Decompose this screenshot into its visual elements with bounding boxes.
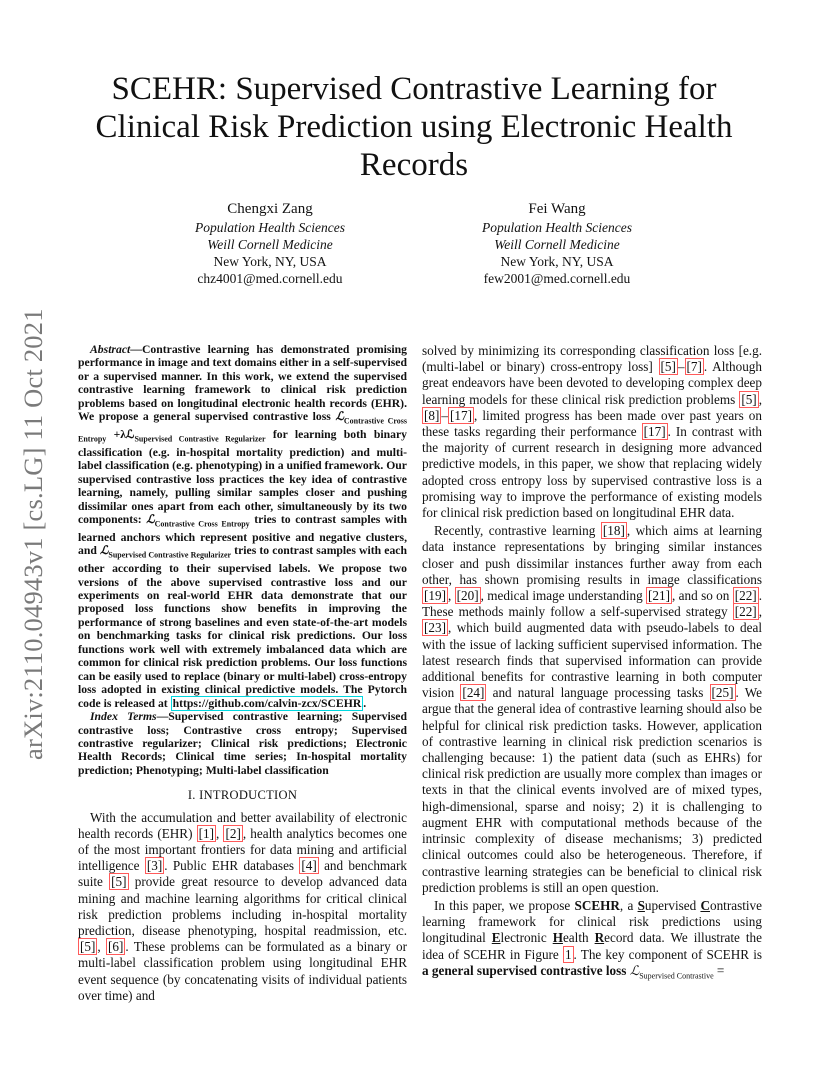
paper-title: SCEHR: Supervised Contrastive Learning for Clinical Risk Prediction using Electronic Health Records [95,71,733,183]
citation-link[interactable]: [3] [146,858,163,874]
citation-link[interactable]: [23] [424,620,446,636]
citation-link[interactable]: [6] [108,939,124,955]
author-institution: Weill Cornell Medicine [207,237,333,252]
citation-link[interactable]: [5] [80,939,96,955]
citation-link[interactable]: [17] [449,407,472,423]
index-terms-label: Index Terms [90,710,157,724]
citation-link[interactable]: [21] [648,588,671,604]
author-email: chz4001@med.cornell.edu [197,271,343,286]
left-column [78,343,407,1004]
citation-link[interactable]: [8] [424,407,440,423]
author-institution: Weill Cornell Medicine [494,237,620,252]
citation-link[interactable]: [20] [456,588,479,604]
author-affiliation: Population Health Sciences [195,220,345,235]
citation-link[interactable]: [25] [711,685,734,701]
index-terms: Index Terms—Supervised contrastive learning; Supervised contrastive loss; Contrastive cross entropy; Supervised contrastive regularizer; Clinical risk predictions; Electronic Health Records; Clinical time series; In-hospital mortality prediction; Phenotyping; Multi-label classification [78,710,407,777]
author-location: New York, NY, USA [213,254,327,269]
intro-paragraph: In this paper, we propose SCEHR, a Supervised Contrastive learning framework for clinical risk predictions using longitudinal Electronic Health Record data. We illustrate the idea of SCEHR in Figure 1 . The key component of SCEHR is a general supervised contrastive loss ℒ$_{Supervised Contrastive}$ = [422,897,762,981]
arxiv-sidebar-stamp [18,290,58,760]
author-location: New York, NY, USA [500,254,614,269]
citation-link[interactable]: [17] [643,424,666,440]
author-affiliation: Population Health Sciences [482,220,632,235]
citation-link[interactable]: [24] [462,685,485,701]
abstract-label: Abstract [90,343,131,356]
method-name: SCEHR [574,897,620,913]
arxiv-identifier: arXiv:2110.04943v1 [cs.LG] 11 Oct 2021 [18,308,48,760]
citation-link[interactable]: [19] [424,588,446,604]
citation-link[interactable]: [22] [734,588,757,604]
citation-link[interactable]: [4] [301,858,317,874]
right-column [422,343,762,985]
citation-link[interactable]: [5] [741,391,757,407]
intro-paragraph: Recently, contrastive learning [18] , which aims at learning data instance representations by bringing similar instances closer and push dissimilar instances further away from each other, has shown promising results in image classifications [19] , [20] , medical image understanding [21] , and so on [22] . These methods mainly follow a self-supervised strategy [22] , [23] , which build augmented data with pseudo-labels to deal with the issue of lacking sufficient supervised information. The latest research finds that supervised information can provide additional benefits for contrastive learning in both computer vision [24] and natural language processing tasks [25] . We argue that the general idea of contrastive learning should also be helpful for clinical risk prediction tasks. However, application of contrastive learning in clinical risk prediction scenarios is challenging because: 1) the patient data (such as EHRs) for clinical risk prediction are usually more complex than images or texts in that the clinical events involved are of mixed types, high-dimensional, sparse and noisy; 2) it is challenging to augment EHR with computational methods because of the intrinsic complexity of disease mechanisms; 3) predicted clinical outcomes could also be heterogeneous. Therefore, if contrastive learning strategies can be beneficial to clinical risk prediction problems is still an open question. [422,523,763,895]
author-name: Chengxi Zang [227,201,313,217]
citation-link[interactable]: [5] [660,359,676,375]
figure-reference-link[interactable]: 1 [564,946,572,962]
author-block-2 [437,200,677,287]
section-heading-introduction: I. INTRODUCTION [187,788,298,803]
citation-link[interactable]: [2] [225,825,241,841]
author-block-1 [150,200,390,287]
abstract: Abstract—Contrastive learning has demonstrated promising performance in image and text domains either in a self-supervised or a supervised manner. In this work, we extend the supervised contrastive learning framework to clinical risk prediction problems based on longitudinal electronic health records (EHR). We propose a general supervised contrastive loss ℒ$_{Contrastive Cross Entropy}$ +λℒ$_{Supervised Contrastive Regularizer}$ for learning both binary classification (e.g. in-hospital mortality prediction) and multi-label classification (e.g. phenotyping) in a unified framework. Our supervised contrastive loss practices the key idea of contrastive learning, namely, pulling similar samples closer and pushing dissimilar ones apart from each other, simultaneously by its two components: ℒ$_{Contrastive Cross Entropy}$ tries to contrast samples with learned anchors which represent positive and negative clusters, and ℒ$_{Supervised Contrastive Regularizer}$ tries to contrast samples with each other according to their supervised labels. We propose two versions of the above supervised contrastive loss and our experiments on real-world EHR data demonstrate that our proposed loss functions show benefits in improving the performance of strong baselines and even state-of-the-art models on benchmarking tasks for clinical risk predictions. Our loss functions work well with extremely imbalanced data which are common for clinical risk prediction problems. Our loss functions can be easily used to replace (binary or multi-label) cross-entropy loss adopted in existing clinical predictive models. The Pytorch code is released at https://github.com/calvin-zcx/SCEHR . [78,343,407,710]
code-url-link[interactable]: https://github.com/calvin-zcx/SCEHR [172,696,362,710]
intro-paragraph: With the accumulation and better availability of electronic health records (EHR) [1] , [2] , health analytics becomes one of the most important frontiers for data mining and artificial intelligence [3] . Public EHR databases [4] and benchmark suite [5] provide great resource to develop advanced data mining and machine learning algorithms for critical clinical risk prediction problems including in-hospital mortality prediction, disease phenotyping, hospital readmission, etc. [5] , [6] . These problems can be formulated as a binary or multi-label classification problem using longitudinal EHR event sequence (by concatenating visits of individual patients over time) and [78,809,408,1003]
citation-link[interactable]: [18] [602,523,625,539]
author-email: few2001@med.cornell.edu [483,271,631,286]
author-name: Fei Wang [528,201,586,217]
intro-paragraph-continued: solved by minimizing its corresponding classification loss [e.g. (multi-label or binary) cross-entropy loss] [5] – [7] . Although great endeavors have been devoted to developing complex deep learning models for these clinical risk prediction problems [5] , [8] – [17] , limited progress has been made over past years on these tasks regarding their performance [17] . In contrast with the majority of current research in designing more advanced predictive models, in this paper, we show that replacing widely adopted cross entropy loss by supervised contrastive loss is a promising way to improve the performance of existing models for clinical risk prediction based on longitudinal EHR data. [422,343,762,521]
citation-link[interactable]: [5] [111,874,127,890]
citation-link[interactable]: [22] [734,604,757,620]
citation-link[interactable]: [1] [198,825,215,841]
citation-link[interactable]: [7] [686,359,702,375]
